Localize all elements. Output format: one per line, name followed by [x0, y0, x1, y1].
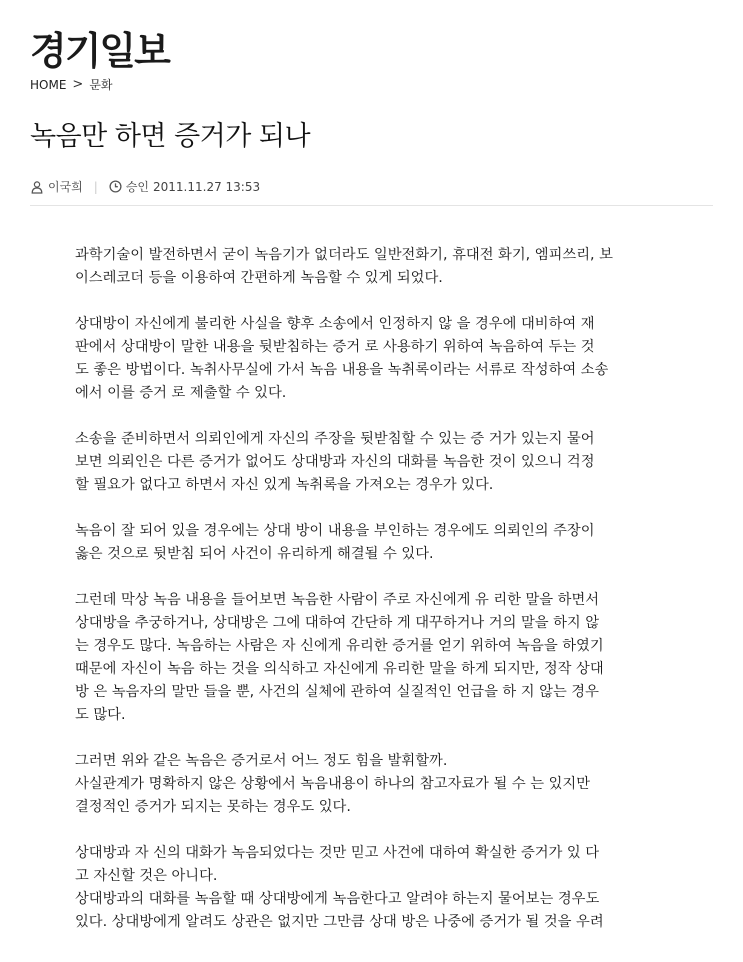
article-body [75, 244, 685, 957]
paragraph-line: 도 좋은 방법이다. 녹취사무실에 가서 녹음 내용을 녹취록이라는 서류로 작성하여 소송 [75, 362, 609, 378]
paragraph-line: 옳은 것으로 뒷받침 되어 사건이 유리하게 해결될 수 있다. [75, 546, 434, 562]
article-paragraph [75, 520, 685, 566]
article-paragraph [75, 313, 685, 405]
paragraph-line: 할 필요가 없다고 하면서 자신 있게 녹취록을 가져오는 경우가 있다. [75, 477, 494, 493]
person-icon [30, 180, 44, 194]
article-paragraph [75, 428, 685, 497]
paragraph-line: 그러면 위와 같은 녹음은 증거로서 어느 정도 힘을 발휘할까. [75, 753, 448, 769]
article-paragraph [75, 244, 685, 290]
paragraph-line: 녹음이 잘 되어 있을 경우에는 상대 방이 내용을 부인하는 경우에도 의뢰인의 주장이 [75, 523, 595, 539]
article-paragraph [75, 750, 685, 819]
paragraph-line: 도 많다. [75, 707, 126, 723]
meta-divider: | [93, 179, 98, 194]
chevron-right-icon: > [72, 77, 84, 92]
article-paragraph [75, 589, 685, 727]
site-logo[interactable]: 경기일보 [30, 29, 169, 73]
paragraph-line: 때문에 자신이 녹음 하는 것을 의식하고 자신에게 유리한 말을 하게 되지만, 정작 상대 [75, 661, 604, 677]
paragraph-line: 있다. 상대방에게 알려도 상관은 없지만 그만큼 상대 방은 나중에 증거가 될 것을 우려 [75, 914, 604, 930]
author-name: 이국희 [48, 180, 83, 194]
paragraph-line: 상대방이 자신에게 불리한 사실을 향후 소송에서 인정하지 않 을 경우에 대비하여 재 [75, 316, 595, 332]
paragraph-line: 그런데 막상 녹음 내용을 들어보면 녹음한 사람이 주로 자신에게 유 리한 말을 하면서 [75, 592, 600, 608]
paragraph-line: 고 자신할 것은 아니다. [75, 868, 218, 884]
paragraph-line: 결정적인 증거가 되지는 못하는 경우도 있다. [75, 799, 351, 815]
article-paragraph [75, 842, 685, 934]
paragraph-line: 방 은 녹음자의 말만 들을 뿐, 사건의 실체에 관하여 실질적인 언급을 하 지 않는 경우 [75, 684, 599, 700]
paragraph-line: 상대방과 자 신의 대화가 녹음되었다는 것만 믿고 사건에 대하여 확실한 증거가 있 다 [75, 845, 600, 861]
breadcrumb-home[interactable]: HOME [30, 77, 67, 92]
paragraph-line: 상대방과의 대화를 녹음할 때 상대방에게 녹음한다고 알려야 하는지 물어보는 경우도 [75, 891, 600, 907]
paragraph-line: 에서 이를 증거 로 제출할 수 있다. [75, 385, 287, 401]
paragraph-line: 상대방을 추궁하거나, 상대방은 그에 대하여 간단하 게 대꾸하거나 거의 말을 하지 않 [75, 615, 600, 631]
paragraph-line: 판에서 상대방이 말한 내용을 뒷받침하는 증거 로 사용하기 위하여 녹음하여 두는 것 [75, 339, 595, 355]
breadcrumb [30, 76, 113, 93]
published-date: 2011.11.27 13:53 [153, 179, 261, 194]
paragraph-line: 과학기술이 발전하면서 굳이 녹음기가 없더라도 일반전화기, 휴대전 화기, 엠피쓰리, 보 [75, 247, 613, 263]
paragraph-line: 보면 의뢰인은 다른 증거가 없어도 상대방과 자신의 대화를 녹음한 것이 있으니 걱정 [75, 454, 595, 470]
clock-icon [109, 180, 122, 193]
article-meta [30, 178, 260, 195]
paragraph-line: 소송을 준비하면서 의뢰인에게 자신의 주장을 뒷받침할 수 있는 증 거가 있는지 물어 [75, 431, 595, 447]
paragraph-line: 는 경우도 많다. 녹음하는 사람은 자 신에게 유리한 증거를 얻기 위하여 녹음을 하였기 [75, 638, 604, 654]
published-label: 승인 [125, 180, 150, 194]
paragraph-line: 이스레코더 등을 이용하여 간편하게 녹음할 수 있게 되었다. [75, 270, 443, 286]
article-title: 녹음만 하면 증거가 되나 [30, 121, 311, 152]
header-divider [30, 205, 713, 206]
paragraph-line: 사실관계가 명확하지 않은 상황에서 녹음내용이 하나의 참고자료가 될 수 는 있지만 [75, 776, 591, 792]
breadcrumb-section[interactable]: 문화 [89, 78, 113, 92]
